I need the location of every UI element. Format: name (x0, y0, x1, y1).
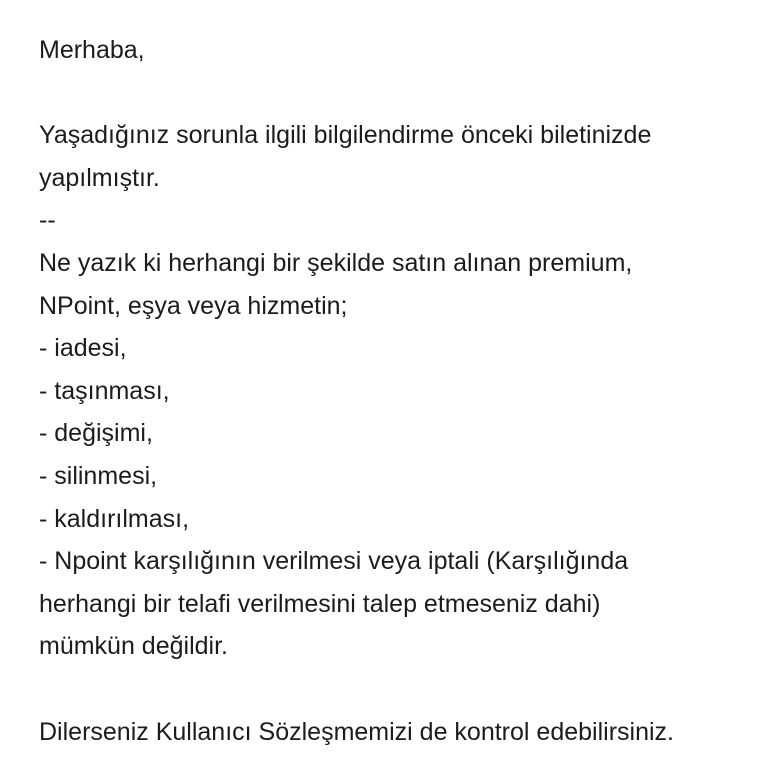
list-item: - taşınması, (39, 376, 170, 405)
intro-line: Yaşadığınız sorunla ilgili bilgilendirme önceki biletinizde (39, 121, 652, 150)
continuation-line: mümkün değildir. (39, 632, 228, 661)
list-item: - kaldırılması, (39, 504, 190, 533)
continuation-line: herhangi bir telafi verilmesini talep etmeseniz dahi) (39, 589, 601, 618)
list-item: - Npoint karşılığının verilmesi veya iptali (Karşılığında (39, 547, 629, 576)
greeting: Merhaba, (39, 36, 145, 64)
closing-line: Dilerseniz Kullanıcı Sözleşmemizi de kontrol edebilirsiniz. (39, 717, 674, 746)
separator: -- (39, 206, 56, 235)
list-item: - değişimi, (39, 419, 153, 448)
intro-line: yapılmıştır. (39, 163, 160, 192)
blank-line (39, 668, 764, 711)
list-item: - silinmesi, (39, 461, 158, 490)
email-body (39, 29, 764, 753)
body-line: NPoint, eşya veya hizmetin; (39, 291, 348, 320)
blank-line (39, 72, 764, 115)
body-line: Ne yazık ki herhangi bir şekilde satın alınan premium, (39, 248, 633, 277)
list-item: - iadesi, (39, 334, 127, 363)
